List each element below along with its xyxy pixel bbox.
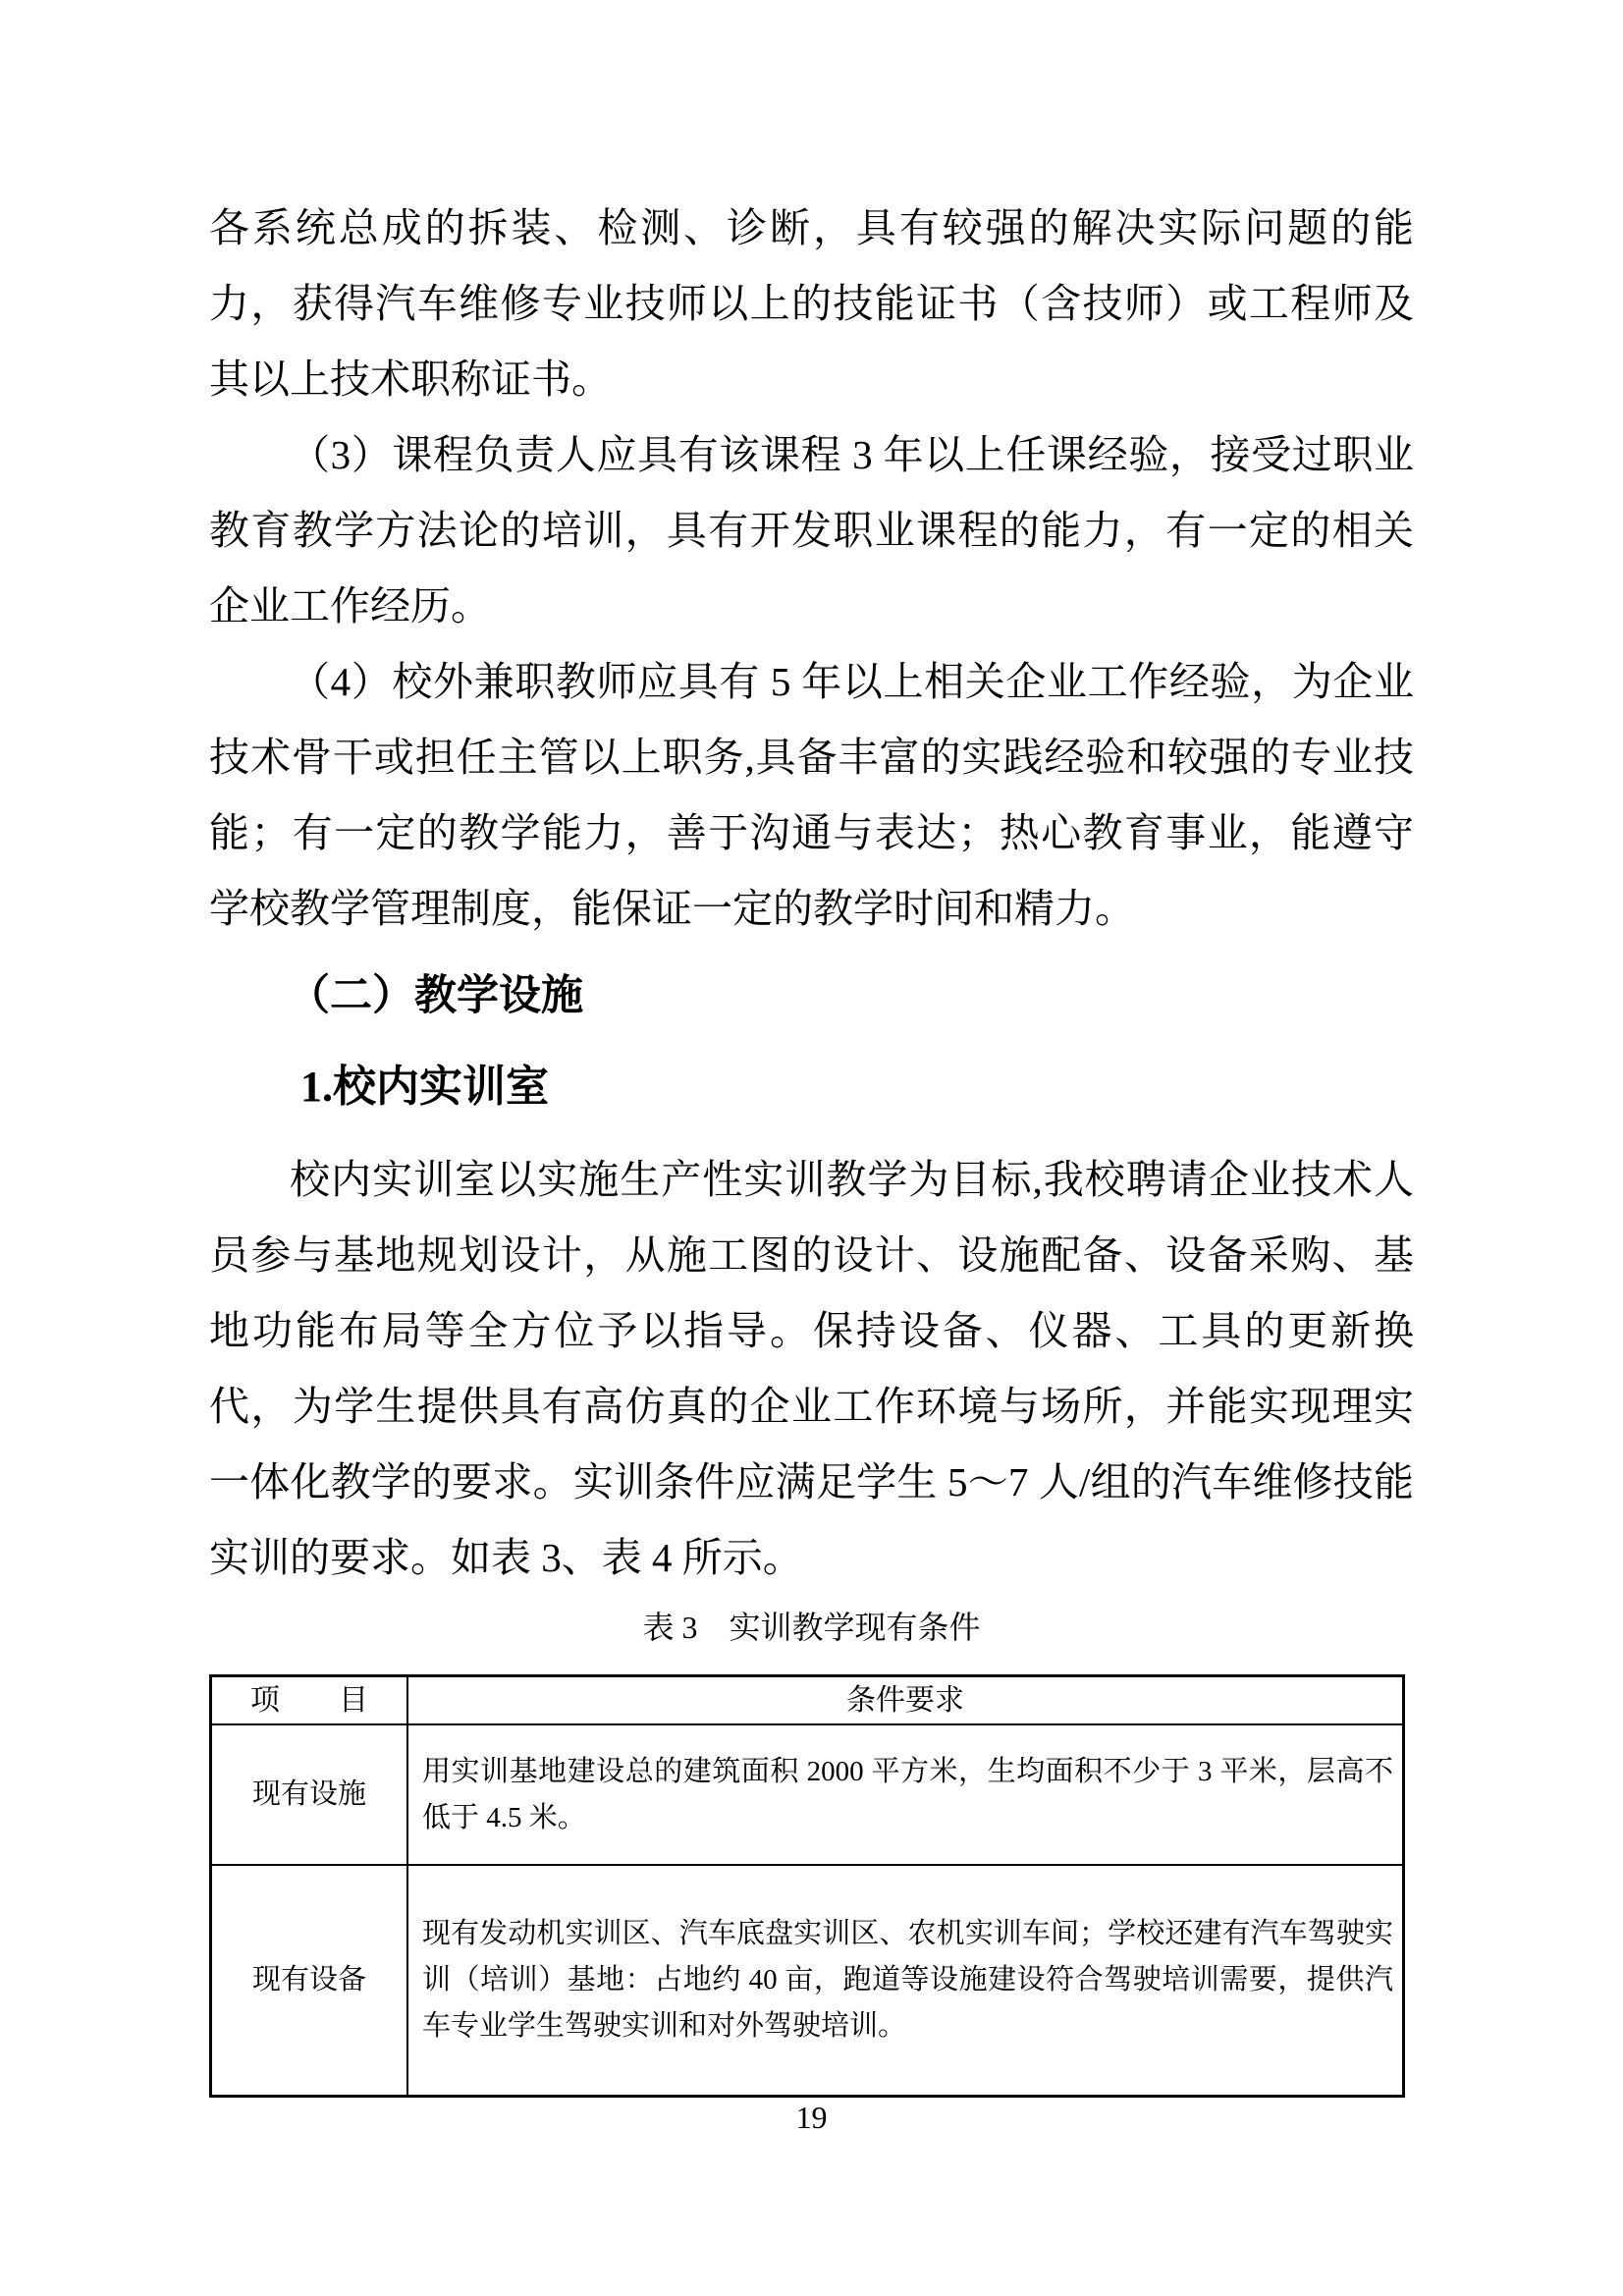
table-title: 表 3 实训教学现有条件 [642, 1610, 981, 1645]
paragraph-certificates: 各系统总成的拆装、检测、诊断，具有较强的解决实际问题的能力，获得汽车维修专业技师以上的技能证书（含技师）或工程师及其以上技术职称证书。 [209, 205, 1414, 402]
table-header-item: 项 目 [211, 1676, 408, 1725]
section-heading-teaching-facilities: （二）教学设施 [288, 973, 583, 1019]
table-row-existing-equipment [211, 1865, 1404, 2097]
training-conditions-table [209, 1674, 1405, 2098]
document-content [209, 191, 1414, 2098]
paragraph-training-room-description: 校内实训室以实施生产性实训教学为目标,我校聘请企业技术人员参与基地规划设计，从施工图的设计、设施配备、设备采购、基地功能布局等全方位予以指导。保持设备、仪器、工具的更新换代，为学生提供具有高仿真的企业工作环境与场所，并能实现理实一体化教学的要求。实训条件应满足学生 5～7 人/组的汽车维修技能实训的要求。如表 3、表 4 所示。 [209, 1157, 1414, 1580]
paragraph-course-leader: （3）课程负责人应具有该课程 3 年以上任课经验，接受过职业教育教学方法论的培训，具有开发职业课程的能力，有一定的相关企业工作经历。 [209, 432, 1414, 629]
page-number: 19 [795, 2100, 828, 2135]
requirement-cell-existing-facilities: 用实训基地建设总的建筑面积 2000 平方米，生均面积不少于 3 平米，层高不低于 4.5 米。 [407, 1724, 1404, 1865]
item-cell-existing-equipment: 现有设备 [211, 1865, 408, 2097]
paragraph-parttime-teachers: （4）校外兼职教师应具有 5 年以上相关企业工作经验，为企业技术骨干或担任主管以上职务,具备丰富的实践经验和较强的专业技能；有一定的教学能力，善于沟通与表达；热心教育事业，能遵守学校教学管理制度，能保证一定的教学时间和精力。 [209, 659, 1414, 931]
table-header-requirement: 条件要求 [407, 1676, 1404, 1725]
subsection-heading-campus-training-room: 1.校内实训室 [300, 1063, 549, 1111]
item-cell-existing-facilities: 现有设施 [211, 1724, 408, 1865]
table-row-existing-facilities [211, 1724, 1404, 1865]
table-header-row [211, 1676, 1404, 1725]
requirement-cell-existing-equipment: 现有发动机实训区、汽车底盘实训区、农机实训车间；学校还建有汽车驾驶实训（培训）基地：占地约 40 亩，跑道等设施建设符合驾驶培训需要，提供汽车专业学生驾驶实训和对外驾驶培训。 [407, 1865, 1404, 2097]
